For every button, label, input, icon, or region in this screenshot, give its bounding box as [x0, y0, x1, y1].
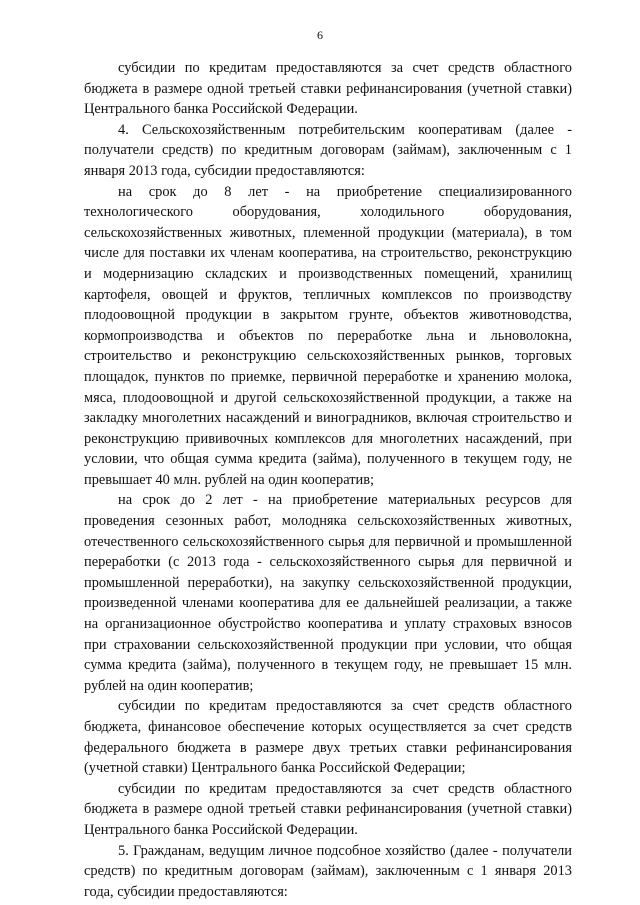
paragraph-2: 4. Сельскохозяйственным потребительским кооперативам (далее - получатели средств) по кредитным договорам (займам), заключенным с 1 января 2013 года, субсидии предоставляются:	[84, 121, 572, 179]
paragraph-4: на срок до 2 лет - на приобретение материальных ресурсов для проведения сезонных работ, молодняка сельскохозяйственных животных, отечественного сельскохозяйственного сырья для первичной и промышленной переработки (с 2013 года - сельскохозяйственного сырья для первичной и промышленной переработки), на закупку сельскохозяйственной продукции, произведенной членами кооператива для ее дальнейшей реализации, а также на организационное обустройство кооператива и уплату страховых взносов при страховании сельскохозяйственной продукции при условии, что общая сумма кредита (займа), полученного в текущем году, не превышает 15 млн. рублей на один кооператив;	[84, 492, 572, 694]
paragraph-7: 5. Гражданам, ведущим личное подсобное хозяйство (далее - получатели средств) по кредитным договорам (займам), заключенным с 1 января 2013 года, субсидии предоставляются:	[84, 842, 572, 900]
page-number: 6	[317, 28, 323, 42]
paragraph-5: субсидии по кредитам предоставляются за счет средств областного бюджета, финансовое обеспечение которых осуществляется за счет средств федерального бюджета в размере двух третьих ставки рефинансирования (учетной ставки) Центрального банка Российской Федерации;	[84, 698, 572, 777]
paragraph-3: на срок до 8 лет - на приобретение специализированного технологического оборудования, холодильного оборудования, сельскохозяйственных животных, племенной продукции (материала), в том числе для поставки их членам кооператива, на строительство, реконструкцию и модернизацию складских и производственных помещений, хранилищ картофеля, овощей и фруктов, тепличных комплексов по производству плодоовощной продукции в закрытом грунте, объектов животноводства, кормопроизводства и объектов по переработке льна и льноволокна, строительство и реконструкцию сельскохозяйственных рынков, торговых площадок, пунктов по приемке, первичной переработке и хранению молока, мяса, плодоовощной и другой сельскохозяйственной продукции, а также на закладку многолетних насаждений и виноградников, включая строительство и реконструкцию прививочных комплексов для многолетних насаждений, при условии, что общая сумма кредита (займа), полученного в текущем году, не превышает 40 млн. рублей на один кооператив;	[84, 183, 572, 488]
document-body	[84, 58, 572, 902]
paragraph-6: субсидии по кредитам предоставляются за счет средств областного бюджета в размере одной третьей ставки рефинансирования (учетной ставки) Центрального банка Российской Федерации.	[84, 780, 572, 838]
paragraph-1: субсидии по кредитам предоставляются за счет средств областного бюджета в размере одной третьей ставки рефинансирования (учетной ставки) Центрального банка Российской Федерации.	[84, 60, 572, 118]
